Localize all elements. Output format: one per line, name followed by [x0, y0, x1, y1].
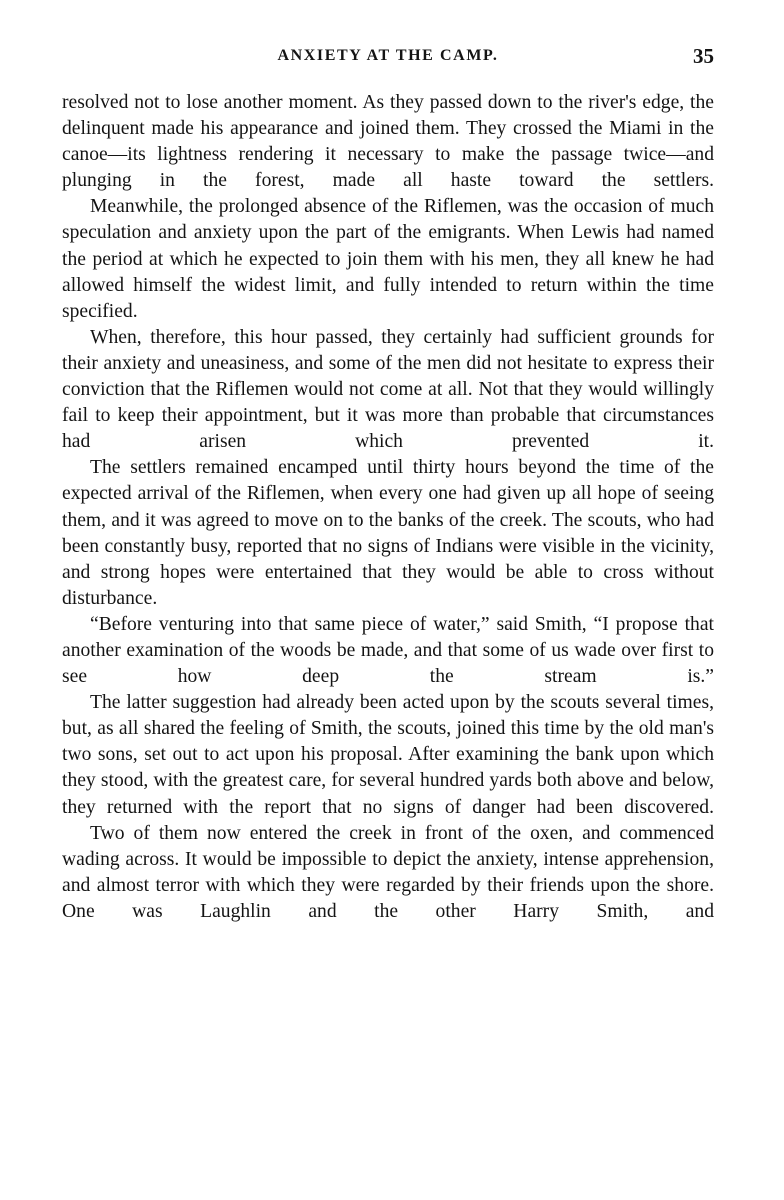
paragraph-1: resolved not to lose another moment. As they passed down to the river's edge, the delinquent made his appearance and joined them. They crossed the Miami in the canoe—its lightness rendering it necessary to make the passage twice—and plunging in the forest, made all haste toward the settlers. [62, 92, 714, 192]
running-head [62, 44, 714, 73]
body-text [62, 90, 714, 925]
paragraph-4: The settlers remained encamped until thirty hours beyond the time of the expected arrival of the Riflemen, when every one had given up all hope of seeing them, and it was agreed to move on to the banks of the creek. The scouts, who had been constantly busy, reported that no signs of Indians were visible in the vicinity, and strong hopes were entertained that they would be able to cross without disturbance. [62, 457, 714, 609]
running-title: ANXIETY AT THE CAMP. [277, 47, 499, 64]
paragraph-5: “Before venturing into that same piece of water,” said Smith, “I propose that another examination of the woods be made, and that some of us wade over first to see how deep the stream is.” [62, 613, 714, 688]
paragraph-7: Two of them now entered the creek in front of the oxen, and commenced wading across. It would be impossible to depict the anxiety, intense apprehension, and almost terror with which they were regarded by their friends upon the shore. One was Laughlin and the other Harry Smith, and [62, 822, 714, 922]
paragraph-3: When, therefore, this hour passed, they certainly had sufficient grounds for their anxiety and uneasiness, and some of the men did not hesitate to express their conviction that the Riflemen would not come at all. Not that they would willingly fail to keep their appointment, but it was more than probable that circumstances had arisen which prevented it. [62, 326, 714, 453]
paragraph-6: The latter suggestion had already been acted upon by the scouts several times, but, as all shared the feeling of Smith, the scouts, joined this time by the old man's two sons, set out to act upon his proposal. After examining the bank upon which they stood, with the greatest care, for several hundred yards both above and below, they returned with the report that no signs of danger had been discovered. [62, 692, 714, 818]
page-number: 35 [693, 44, 714, 68]
paragraph-2: Meanwhile, the prolonged absence of the Riflemen, was the occasion of much speculation and anxiety upon the part of the emigrants. When Lewis had named the period at which he expected to join them with his men, they all knew he had allowed himself the widest limit, and fully intended to return within the time specified. [62, 196, 714, 322]
